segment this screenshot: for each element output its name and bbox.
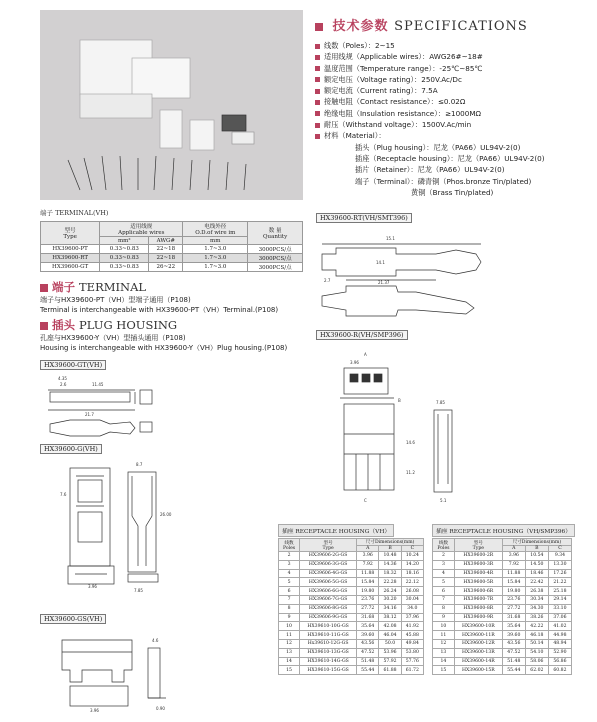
table-cell: 12 — [279, 639, 300, 648]
table-cell: HX39600-15R — [454, 666, 502, 675]
table-cell: 46.04 — [379, 631, 401, 640]
table-row — [433, 657, 572, 666]
spec-item — [315, 119, 590, 130]
r-dim-a: A — [364, 352, 367, 357]
r-housing-drawing — [316, 344, 586, 516]
table-cell: 19.80 — [357, 587, 379, 596]
rt-dim-b: 14.1 — [376, 260, 385, 265]
table-cell: 55.44 — [357, 666, 379, 675]
table-row — [279, 666, 424, 675]
table-cell: 27.72 — [502, 604, 525, 613]
g-dim-a: 7.6 — [60, 492, 67, 497]
rt-terminal-drawing — [316, 226, 586, 326]
table-cell: 38.26 — [525, 613, 548, 622]
spec-text: 额定电流（Current rating）：7.5A — [324, 86, 438, 96]
bullet-icon — [315, 100, 320, 105]
table-cell: 22.28 — [379, 578, 401, 587]
g-drawing-label: HX39600-G(VH) — [40, 444, 102, 454]
table-row — [433, 587, 572, 596]
receptacle-smp-label: 插座 RECEPTACLE HOUSING（VH/SMP396） — [432, 524, 575, 537]
spec-item — [315, 85, 590, 96]
table-row — [279, 595, 424, 604]
table-row — [433, 666, 572, 675]
table-row — [433, 595, 572, 604]
rt-dim-a: 15.1 — [386, 236, 395, 241]
table-cell: 18.46 — [525, 569, 548, 578]
th-a: A — [502, 546, 525, 552]
table-cell: 8 — [433, 604, 455, 613]
table-cell: 18.32 — [379, 569, 401, 578]
bullet-icon — [315, 66, 320, 71]
th-qty: 数 量 Quantity — [248, 222, 303, 245]
bullet-square-icon — [315, 23, 323, 31]
table-cell: HX39610-10G-GS — [300, 622, 357, 631]
table-cell: HX39600-3R — [454, 560, 502, 569]
table-row — [433, 631, 572, 640]
table-cell: HX39606-3G-GS — [300, 560, 357, 569]
table-cell: 7.92 — [357, 560, 379, 569]
table-cell: 25.18 — [548, 587, 571, 596]
table-cell: 9.34 — [548, 552, 571, 561]
table-cell: 49.84 — [401, 639, 423, 648]
bullet-icon — [315, 123, 320, 128]
table-cell: HX39600-11R — [454, 631, 502, 640]
table-row — [279, 578, 424, 587]
connector-photo-sketch — [40, 10, 303, 200]
table-cell: 15 — [433, 666, 455, 675]
table-cell: 19.80 — [502, 587, 525, 596]
table-cell: HX39600-13R — [454, 648, 502, 657]
table-cell: 30.34 — [525, 595, 548, 604]
materials-list — [315, 142, 590, 198]
table-cell: 3 — [279, 560, 300, 569]
table-cell: Hx39610-12G-GS — [300, 639, 357, 648]
th-dim: 尺寸Dimensions(mm) — [502, 539, 571, 546]
table-cell: 4 — [279, 569, 300, 578]
table-row: HX39600-PT 0.33~0.83 22~18 1.7~3.0 3000PCS/点 — [41, 245, 303, 254]
material-item: 插片（Retainer）：尼龙（PA66）UL94V-2(0) — [355, 165, 505, 175]
th-poles: 线数 Poles — [433, 539, 455, 552]
th-poles: 线数 Poles — [279, 539, 300, 552]
table-cell: 10.48 — [379, 552, 401, 561]
table-cell: 34.0 — [401, 604, 423, 613]
rt-dim-d: 2.7 — [324, 278, 331, 283]
material-item: 插座（Receptacle housing）：尼龙（PA66）UL94V-2(0) — [355, 153, 545, 163]
table-cell: 15.84 — [357, 578, 379, 587]
table-cell: 26.24 — [379, 587, 401, 596]
plug-note-cn: 孔座与HX39600-Y（VH）型插头通用（P108) — [40, 334, 186, 342]
th-od-mm: mm — [183, 237, 248, 245]
table-cell: 57.92 — [379, 657, 401, 666]
table-cell: 35.64 — [357, 622, 379, 631]
gs-dim-a: 4.6 — [152, 638, 159, 643]
spec-item — [315, 130, 590, 141]
table-cell: 53.80 — [401, 648, 423, 657]
receptacle-smp-table — [432, 538, 572, 675]
table-cell: 7 — [279, 595, 300, 604]
th-wire: 适用线规 Applicable wires — [100, 222, 183, 237]
table-row — [279, 587, 424, 596]
table-cell: HX39600-2R — [454, 552, 502, 561]
bullet-icon — [315, 55, 320, 60]
table-cell: HX39600-7R — [454, 595, 502, 604]
table-cell: 61.72 — [401, 666, 423, 675]
bullet-icon — [315, 89, 320, 94]
plug-title-en: PLUG HOUSING — [79, 318, 178, 332]
table-cell: 8 — [279, 604, 300, 613]
table-cell: HX39606-6G-GS — [300, 587, 357, 596]
table-row — [433, 613, 572, 622]
table-cell: 61.88 — [379, 666, 401, 675]
table-cell: 62.02 — [525, 666, 548, 675]
table-cell: 42.08 — [379, 622, 401, 631]
spec-text: 温度范围（Temperature range）：-25℃~85℃ — [324, 63, 483, 73]
rt-drawing-label: HX39600-RT(VH/SMT396) — [316, 213, 412, 223]
spec-item — [315, 74, 590, 85]
terminal-title-cn: 端子 — [52, 280, 75, 294]
product-photo — [40, 10, 303, 200]
table-cell: HX39600-12R — [454, 639, 502, 648]
table-cell: 37.96 — [401, 613, 423, 622]
plug-note-en: Housing is interchangeable with HX39600-Y（VH）Plug housing.(P108) — [40, 344, 288, 352]
table-cell: 53.96 — [379, 648, 401, 657]
specs-list — [315, 40, 590, 142]
bullet-icon — [315, 111, 320, 116]
table-cell: 9 — [279, 613, 300, 622]
table-cell: 55.44 — [502, 666, 525, 675]
table-cell: 34.30 — [525, 604, 548, 613]
table-cell: 15 — [279, 666, 300, 675]
table-cell: 13 — [433, 648, 455, 657]
table-cell: 14 — [279, 657, 300, 666]
bullet-icon — [315, 77, 320, 82]
table-cell: HX39606-9G-GS — [300, 613, 357, 622]
specs-title-en: SPECIFICATIONS — [394, 19, 528, 34]
table-cell: 38.12 — [379, 613, 401, 622]
table-row — [279, 560, 424, 569]
th-od: 电线外径 O.D.of wire im — [183, 222, 248, 237]
g-dim-height: 26.00 — [160, 512, 172, 517]
th-b: B — [525, 546, 548, 552]
table-cell: HX39600-8R — [454, 604, 502, 613]
table-cell: 48.94 — [548, 639, 571, 648]
th-c: C — [548, 546, 571, 552]
spec-item — [315, 108, 590, 119]
spec-text: 绝缘电阻（Insulation resistance）：≥1000MΩ — [324, 108, 482, 118]
bullet-icon — [315, 134, 320, 139]
specs-title-cn: 技术参数 — [332, 19, 389, 34]
spec-item — [315, 51, 590, 62]
table-cell: 14.20 — [401, 560, 423, 569]
table-cell: 14 — [433, 657, 455, 666]
table-cell: HX39600-5R — [454, 578, 502, 587]
table-cell: 27.72 — [357, 604, 379, 613]
gt-dim-a: 4.35 — [58, 376, 67, 381]
table-cell: HX39606-5G-GS — [300, 578, 357, 587]
table-row: HX39600-RT 0.33~0.83 22~18 1.7~3.0 3000PCS/点 — [41, 254, 303, 263]
specifications-section — [315, 15, 590, 198]
table-cell: 3.96 — [502, 552, 525, 561]
r-dim-pin: 5.1 — [440, 498, 447, 503]
table-cell: HX39600-10R — [454, 622, 502, 631]
terminal-table-label: 端子 TERMINAL(VH) — [40, 209, 109, 217]
table-cell: 31.68 — [357, 613, 379, 622]
table-row — [433, 648, 572, 657]
table-row — [279, 648, 424, 657]
terminal-title-en: TERMINAL — [79, 280, 147, 294]
table-cell: 11.88 — [502, 569, 525, 578]
table-cell: 30.04 — [401, 595, 423, 604]
plug-heading — [40, 317, 177, 333]
table-cell: 9 — [433, 613, 455, 622]
table-cell: 47.52 — [357, 648, 379, 657]
table-cell: HX39606-8G-GS — [300, 604, 357, 613]
table-cell: 58.06 — [525, 657, 548, 666]
bullet-icon — [315, 44, 320, 49]
table-cell: 60.82 — [548, 666, 571, 675]
spec-text: 额定电压（Voltage rating）：250V.Ac/Dc — [324, 74, 462, 84]
table-cell: HX39600-14R — [454, 657, 502, 666]
table-cell: 26.08 — [401, 587, 423, 596]
r-dim-c: C — [364, 498, 367, 503]
terminal-note-en: Terminal is interchangeable with HX39600-PT（VH）Terminal.(P108) — [40, 306, 279, 314]
table-cell: 13.30 — [548, 560, 571, 569]
spec-text: 适用线规（Applicable wires）：AWG26#~18# — [324, 52, 483, 62]
table-cell: 3.96 — [357, 552, 379, 561]
table-cell: HX39610-15G-GS — [300, 666, 357, 675]
table-cell: 13 — [279, 648, 300, 657]
table-cell: 45.88 — [401, 631, 423, 640]
material-item: 黄铜（Brass Tin/plated) — [411, 187, 494, 197]
spec-text: 材料（Material）： — [324, 131, 386, 141]
th-dim: 尺寸Dimensions(mm) — [357, 539, 424, 546]
table-cell: 23.76 — [357, 595, 379, 604]
table-cell: 43.56 — [357, 639, 379, 648]
table-cell: HX39610-14G-GS — [300, 657, 357, 666]
specs-heading — [315, 15, 590, 34]
table-cell: 10 — [279, 622, 300, 631]
table-cell: 56.86 — [548, 657, 571, 666]
table-cell: 3 — [433, 560, 455, 569]
table-cell: 10 — [433, 622, 455, 631]
table-cell: 11 — [279, 631, 300, 640]
table-cell: 44.98 — [548, 631, 571, 640]
table-cell: 51.48 — [502, 657, 525, 666]
table-row — [433, 569, 572, 578]
table-cell: 17.26 — [548, 569, 571, 578]
table-cell: 5 — [279, 578, 300, 587]
th-type: 型号 Type — [300, 539, 357, 552]
th-mm2: mm² — [100, 237, 149, 245]
table-cell: 22.42 — [525, 578, 548, 587]
table-row — [279, 622, 424, 631]
table-cell: 43.56 — [502, 639, 525, 648]
table-row — [279, 552, 424, 561]
terminal-heading — [40, 279, 146, 295]
table-cell: 4 — [433, 569, 455, 578]
table-cell: 39.60 — [502, 631, 525, 640]
r-dim-height: 14.6 — [406, 440, 415, 445]
gt-drawing-label: HX39600-GT(VH) — [40, 360, 106, 370]
table-cell: 34.16 — [379, 604, 401, 613]
bullet-square-icon — [40, 284, 48, 292]
table-cell: 7.92 — [502, 560, 525, 569]
table-cell: 6 — [433, 587, 455, 596]
spec-text: 接触电阻（Contact resistance）：≤0.02Ω — [324, 97, 466, 107]
spec-item — [315, 96, 590, 107]
table-cell: 37.06 — [548, 613, 571, 622]
gs-housing-drawing — [40, 626, 190, 718]
th-b: B — [379, 546, 401, 552]
g-dim-b: 7.85 — [134, 588, 143, 593]
table-row — [279, 613, 424, 622]
table-row — [433, 552, 572, 561]
r-dim-depth: 7.85 — [436, 400, 445, 405]
table-row: HX39600-GT 0.33~0.83 26~22 1.7~3.0 3000PCS/点 — [41, 263, 303, 272]
gt-dim-b: 2.6 — [60, 382, 67, 387]
table-cell: HX39600-9R — [454, 613, 502, 622]
table-cell: 52.90 — [548, 648, 571, 657]
table-cell: 50.14 — [525, 639, 548, 648]
table-cell: 10.24 — [401, 552, 423, 561]
table-cell: 50.0 — [379, 639, 401, 648]
th-awg: AWG# — [149, 237, 183, 245]
table-row — [279, 604, 424, 613]
table-cell: 12 — [433, 639, 455, 648]
table-cell: HX39600-4R — [454, 569, 502, 578]
table-cell: 2 — [279, 552, 300, 561]
table-cell: HX39606-4G-GS — [300, 569, 357, 578]
r-drawing-label: HX39600-R(VH/SMP396) — [316, 330, 408, 340]
table-cell: 14.36 — [379, 560, 401, 569]
gs-drawing-label: HX39600-GS(VH) — [40, 614, 106, 624]
gt-terminal-drawing — [40, 372, 160, 442]
table-cell: 15.84 — [502, 578, 525, 587]
plug-title-cn: 插头 — [52, 318, 75, 332]
table-cell: 31.68 — [502, 613, 525, 622]
table-cell: 18.16 — [401, 569, 423, 578]
table-cell: 42.22 — [525, 622, 548, 631]
spec-item — [315, 63, 590, 74]
spec-text: 线数（Poles）：2~15 — [324, 41, 395, 50]
gs-dim-pitch: 3.96 — [90, 708, 99, 713]
table-cell: 22.12 — [401, 578, 423, 587]
table-cell: 51.48 — [357, 657, 379, 666]
table-cell: 7 — [433, 595, 455, 604]
table-cell: 23.76 — [502, 595, 525, 604]
table-cell: 10.54 — [525, 552, 548, 561]
table-cell: 14.50 — [525, 560, 548, 569]
table-cell: 21.22 — [548, 578, 571, 587]
table-row — [279, 631, 424, 640]
th-c: C — [401, 546, 423, 552]
material-item: 端子（Terminal）：磷青铜（Phos.bronze Tin/plated) — [355, 176, 532, 186]
table-cell: 41.92 — [401, 622, 423, 631]
table-cell: 39.60 — [357, 631, 379, 640]
receptacle-vh-table — [278, 538, 424, 675]
table-row — [433, 578, 572, 587]
table-cell: 2 — [433, 552, 455, 561]
gt-dim-d: 21.7 — [85, 412, 94, 417]
table-cell: HX39606-2G-GS — [300, 552, 357, 561]
th-type: 型号 Type — [454, 539, 502, 552]
r-dim-mid: 11.2 — [406, 470, 415, 475]
table-cell: 11.88 — [357, 569, 379, 578]
table-row — [433, 622, 572, 631]
table-cell: HX39610-11G-GS — [300, 631, 357, 640]
table-cell: 26.38 — [525, 587, 548, 596]
r-dim-b: B — [398, 398, 401, 403]
table-row — [279, 639, 424, 648]
table-cell: HX39610-13G-GS — [300, 648, 357, 657]
table-cell: 35.64 — [502, 622, 525, 631]
bullet-square-icon — [40, 322, 48, 330]
table-cell: 5 — [433, 578, 455, 587]
g-dim-width: 8.7 — [136, 462, 143, 467]
material-item: 插头（Plug housing）：尼龙（PA66）UL94V-2(0) — [355, 142, 521, 152]
table-cell: 47.52 — [502, 648, 525, 657]
receptacle-vh-label: 插座 RECEPTACLE HOUSING（VH） — [278, 524, 394, 537]
th-type: 型号 Type — [41, 222, 100, 245]
r-dim-pitch: 3.96 — [350, 360, 359, 365]
rt-dim-c: 21.37 — [378, 280, 390, 285]
g-housing-drawing — [40, 456, 180, 611]
gt-dim-c: 11.45 — [92, 382, 104, 387]
table-cell: 11 — [433, 631, 455, 640]
table-cell: HX39606-7G-GS — [300, 595, 357, 604]
table-cell: 30.20 — [379, 595, 401, 604]
table-row — [433, 639, 572, 648]
table-cell: 54.10 — [525, 648, 548, 657]
table-cell: 41.02 — [548, 622, 571, 631]
table-cell: 6 — [279, 587, 300, 596]
terminal-note-cn: 端子与HX39600-PT（VH）型端子通用（P108) — [40, 296, 191, 304]
table-cell: 29.14 — [548, 595, 571, 604]
gs-dim-thick: 0.90 — [156, 706, 165, 711]
table-cell: 57.76 — [401, 657, 423, 666]
table-cell: 46.18 — [525, 631, 548, 640]
th-a: A — [357, 546, 379, 552]
table-cell: 33.10 — [548, 604, 571, 613]
table-row — [279, 569, 424, 578]
table-row — [433, 604, 572, 613]
terminal-table — [40, 221, 303, 272]
spec-item — [315, 40, 590, 51]
spec-text: 耐压（Withstand voltage）：1500V.Ac/min — [324, 120, 472, 130]
table-row — [279, 657, 424, 666]
g-dim-pitch: 3.96 — [88, 584, 97, 589]
table-cell: HX39600-6R — [454, 587, 502, 596]
table-row — [433, 560, 572, 569]
